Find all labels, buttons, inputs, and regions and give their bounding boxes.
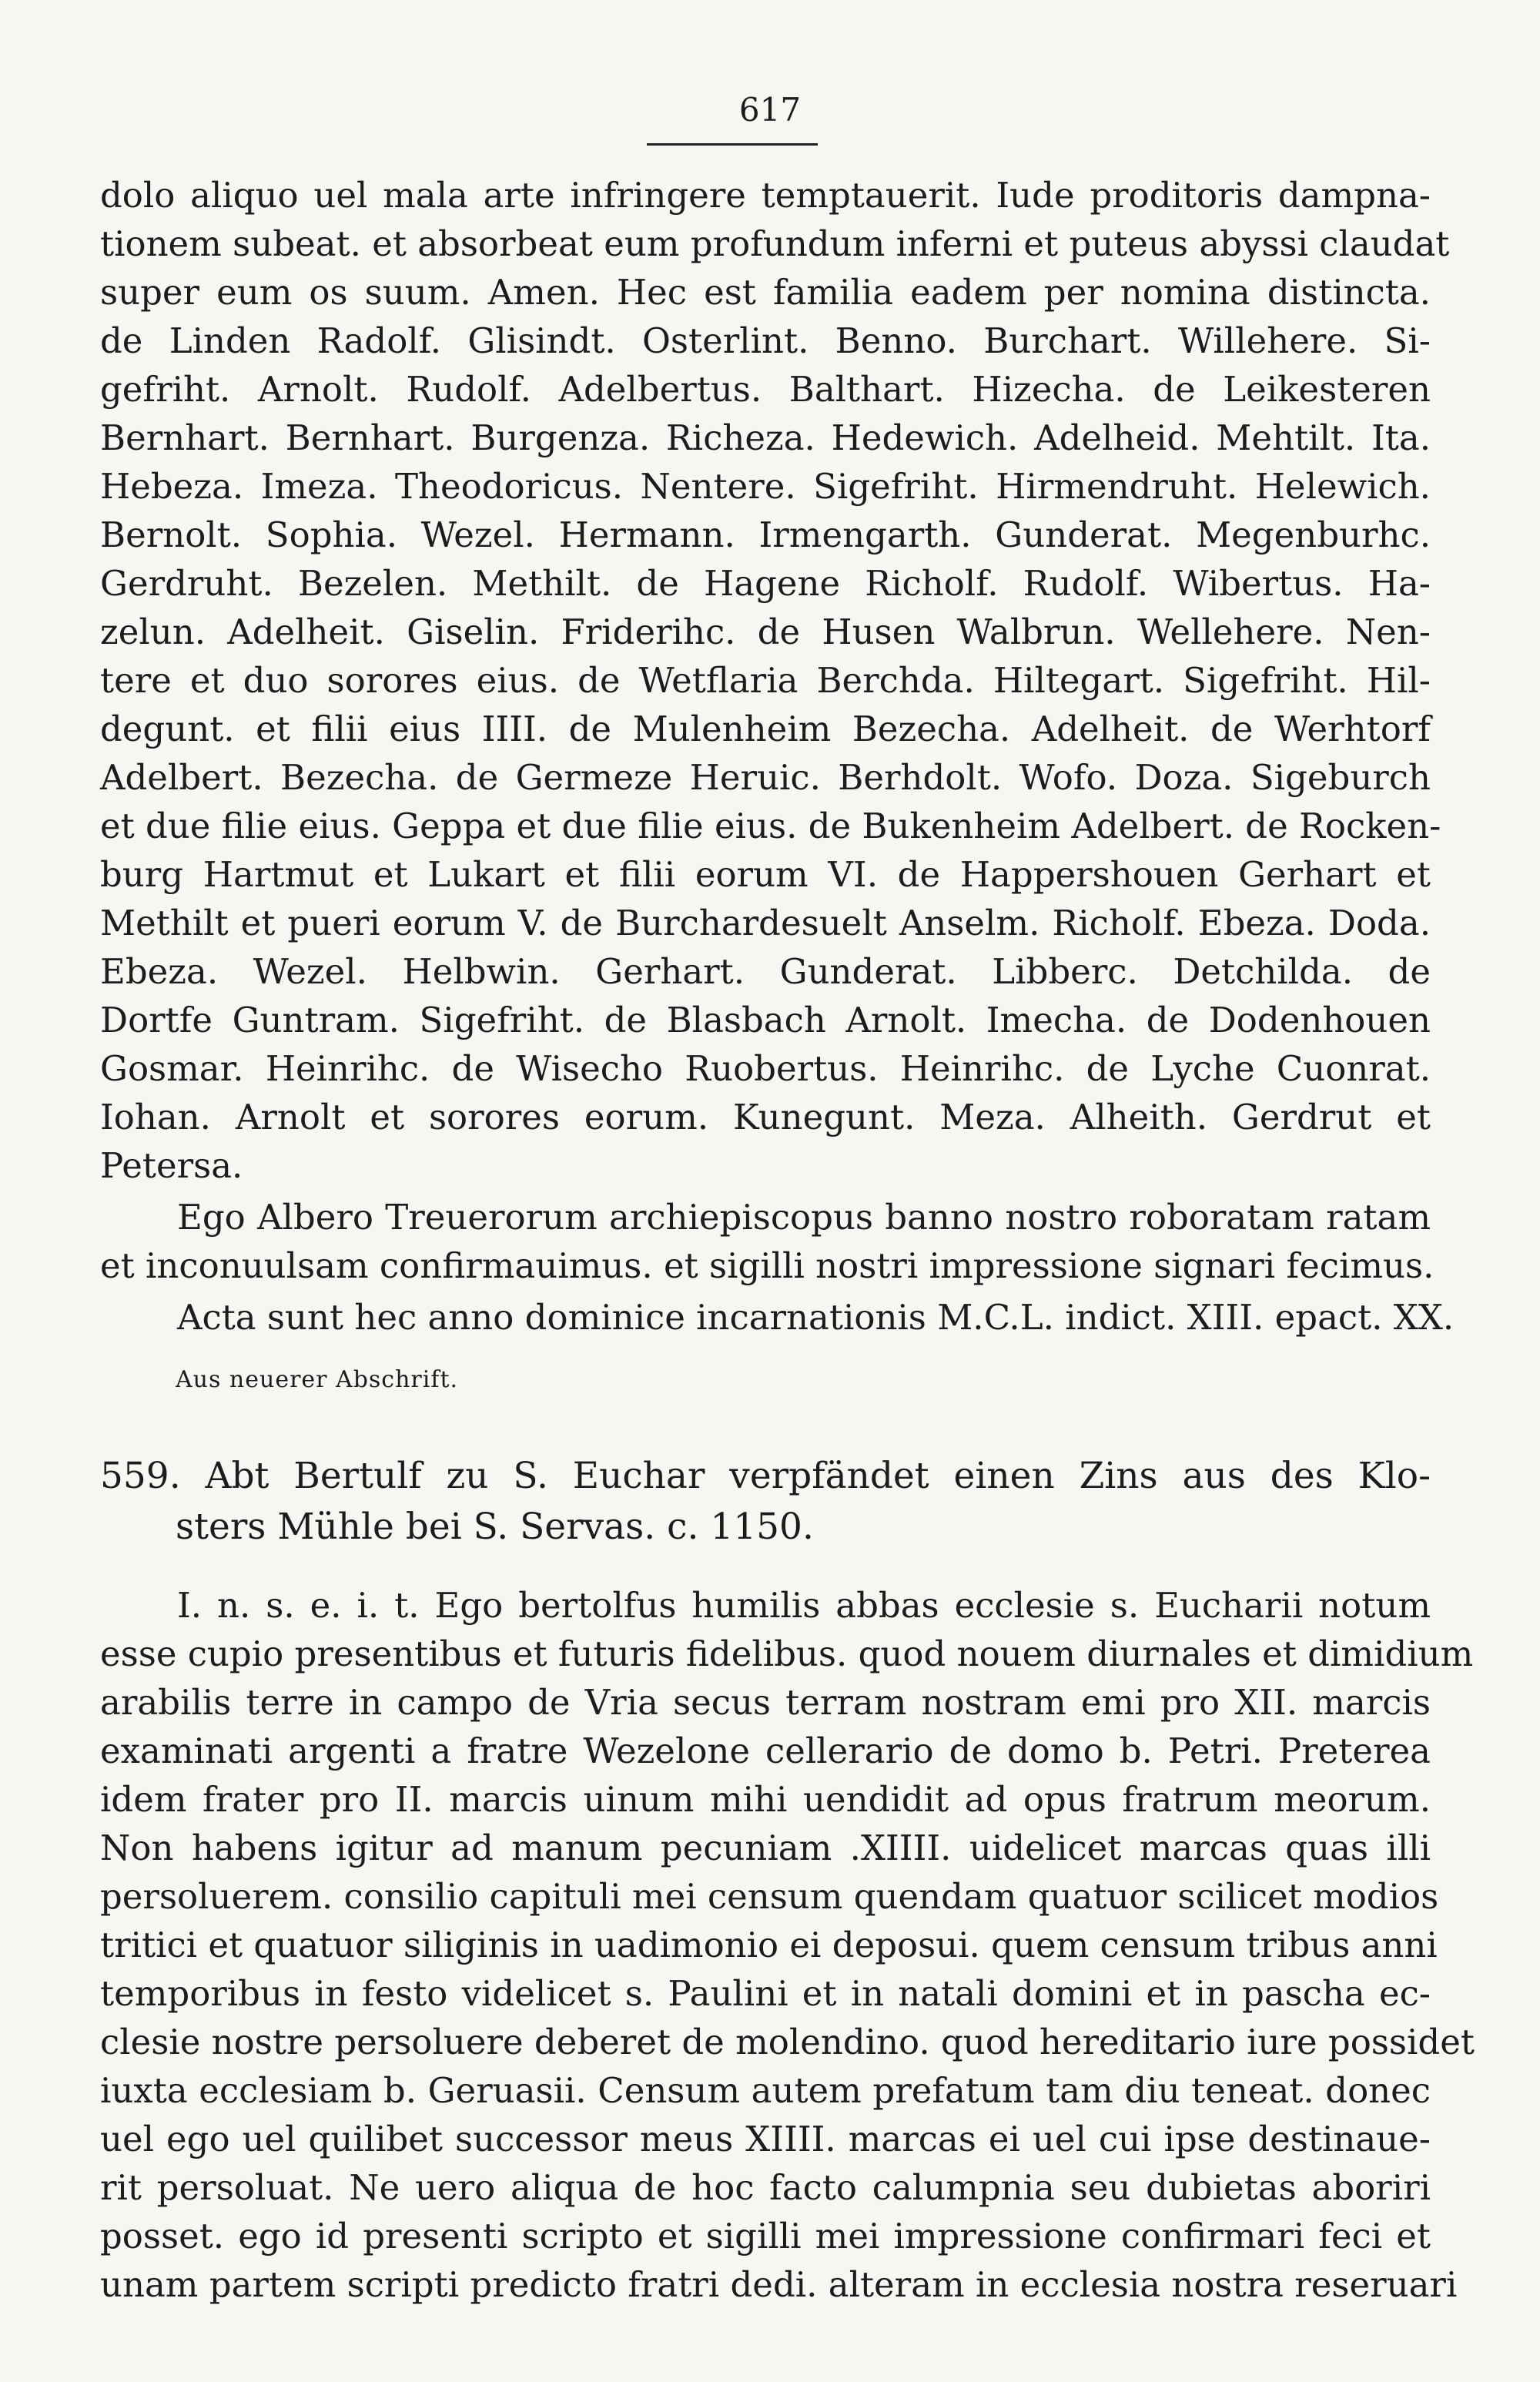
charter-body-line: uel ego uel quilibet successor meus XIIII. marcas ei uel cui ipse destinaue- [100, 2119, 1431, 2159]
charter-body-line: esse cupio presentibus et futuris fidelibus. quod nouem diurnales et dimidium [100, 1633, 1474, 1674]
charter-heading [100, 1451, 1431, 1502]
text-line: gefriht. Arnolt. Rudolf. Adelbertus. Balthart. Hizecha. de Leikesteren [100, 369, 1431, 410]
text-line: Gosmar. Heinrihc. de Wisecho Ruobertus. Heinrihc. de Lyche Cuonrat. [100, 1048, 1431, 1089]
charter-heading-continuation: sters Mühle bei S. Servas. c. 1150. [176, 1506, 814, 1548]
text-line: Gerdruht. Bezelen. Methilt. de Hagene Richolf. Rudolf. Wibertus. Ha- [100, 563, 1431, 604]
charter-body-line: posset. ego id presenti scripto et sigilli mei impressione confirmari feci et [100, 2216, 1431, 2256]
charter-body-line: clesie nostre persoluere deberet de molendino. quod hereditario iure possidet [100, 2022, 1475, 2062]
charter-heading-text: Abt Bertulf zu S. Euchar verpfändet einen Zins aus des Klo- [205, 1455, 1431, 1497]
text-line: de Linden Radolf. Glisindt. Osterlint. Benno. Burchart. Willehere. Si- [100, 320, 1431, 361]
acta-line: Acta sunt hec anno dominice incarnationis M.C.L. indict. XIII. epact. XX. [177, 1297, 1455, 1338]
page-number-rule [647, 143, 818, 146]
text-line: degunt. et filii eius IIII. de Mulenheim Bezecha. Adelheit. de Werhtorf [100, 709, 1431, 749]
text-line: burg Hartmut et Lukart et filii eorum VI. de Happershouen Gerhart et [100, 854, 1431, 895]
charter-body-line: arabilis terre in campo de Vria secus terram nostram emi pro XII. marcis [100, 1682, 1431, 1723]
charter-body-line: persoluerem. consilio capituli mei censum quendam quatuor scilicet modios [100, 1876, 1439, 1917]
text-line: zelun. Adelheit. Giselin. Friderihc. de Husen Walbrun. Wellehere. Nen- [100, 611, 1431, 652]
charter-body-line: iuxta ecclesiam b. Geruasii. Censum autem prefatum tam diu teneat. donec [100, 2070, 1431, 2111]
text-line: tionem subeat. et absorbeat eum profundum inferni et puteus abyssi claudat [100, 223, 1450, 264]
text-line: Petersa. [100, 1145, 243, 1186]
charter-body-line: Non habens igitur ad manum pecuniam .XIIII. uidelicet marcas quas illi [100, 1828, 1431, 1868]
charter-body-line: examinati argenti a fratre Wezelone cellerario de domo b. Petri. Preterea [100, 1730, 1431, 1771]
text-line: Bernhart. Bernhart. Burgenza. Richeza. Hedewich. Adelheid. Mehtilt. Ita. [100, 417, 1431, 458]
text-line: Adelbert. Bezecha. de Germeze Heruic. Berhdolt. Wofo. Doza. Sigeburch [100, 757, 1431, 798]
confirmation-line: Ego Albero Treuerorum archiepiscopus banno nostro roboratam ratam [177, 1197, 1431, 1238]
charter-body-line: temporibus in festo videlicet s. Paulini et in natali domini et in pascha ec- [100, 1973, 1431, 2014]
source-note: Aus neuerer Abschrift. [176, 1366, 459, 1393]
text-line: Iohan. Arnolt et sorores eorum. Kunegunt. Meza. Alheith. Gerdrut et [100, 1097, 1431, 1137]
charter-number: 559. [100, 1455, 181, 1497]
charter-body-line: idem frater pro II. marcis uinum mihi uendidit ad opus fratrum meorum. [100, 1779, 1431, 1820]
text-line: super eum os suum. Amen. Hec est familia eadem per nomina distincta. [100, 272, 1431, 313]
text-line: dolo aliquo uel mala arte infringere temptauerit. Iude proditoris dampna- [100, 175, 1431, 216]
text-line: tere et duo sorores eius. de Wetflaria Berchda. Hiltegart. Sigefriht. Hil- [100, 660, 1431, 701]
charter-body-line: rit persoluat. Ne uero aliqua de hoc facto calumpnia seu dubietas aboriri [100, 2167, 1431, 2208]
text-line: et due filie eius. Geppa et due filie eius. de Bukenheim Adelbert. de Rocken- [100, 806, 1441, 846]
confirmation-line: et inconuulsam confirmauimus. et sigilli nostri impressione signari fecimus. [100, 1245, 1435, 1286]
text-line: Ebeza. Wezel. Helbwin. Gerhart. Gunderat. Libberc. Detchilda. de [100, 951, 1431, 992]
charter-body-line: unam partem scripti predicto fratri dedi. alteram in ecclesia nostra reseruari [100, 2264, 1458, 2305]
charter-body-line: I. n. s. e. i. t. Ego bertolfus humilis abbas ecclesie s. Eucharii notum [177, 1585, 1431, 1626]
page-number: 617 [738, 91, 802, 129]
text-line: Bernolt. Sophia. Wezel. Hermann. Irmengarth. Gunderat. Megenburhc. [100, 514, 1431, 555]
charter-body-line: tritici et quatuor siliginis in uadimonio ei deposui. quem censum tribus anni [100, 1925, 1438, 1965]
text-line: Hebeza. Imeza. Theodoricus. Nentere. Sigefriht. Hirmendruht. Helewich. [100, 466, 1431, 507]
text-line: Dortfe Guntram. Sigefriht. de Blasbach Arnolt. Imecha. de Dodenhouen [100, 1000, 1431, 1040]
text-line: Methilt et pueri eorum V. de Burchardesuelt Anselm. Richolf. Ebeza. Doda. [100, 903, 1431, 943]
